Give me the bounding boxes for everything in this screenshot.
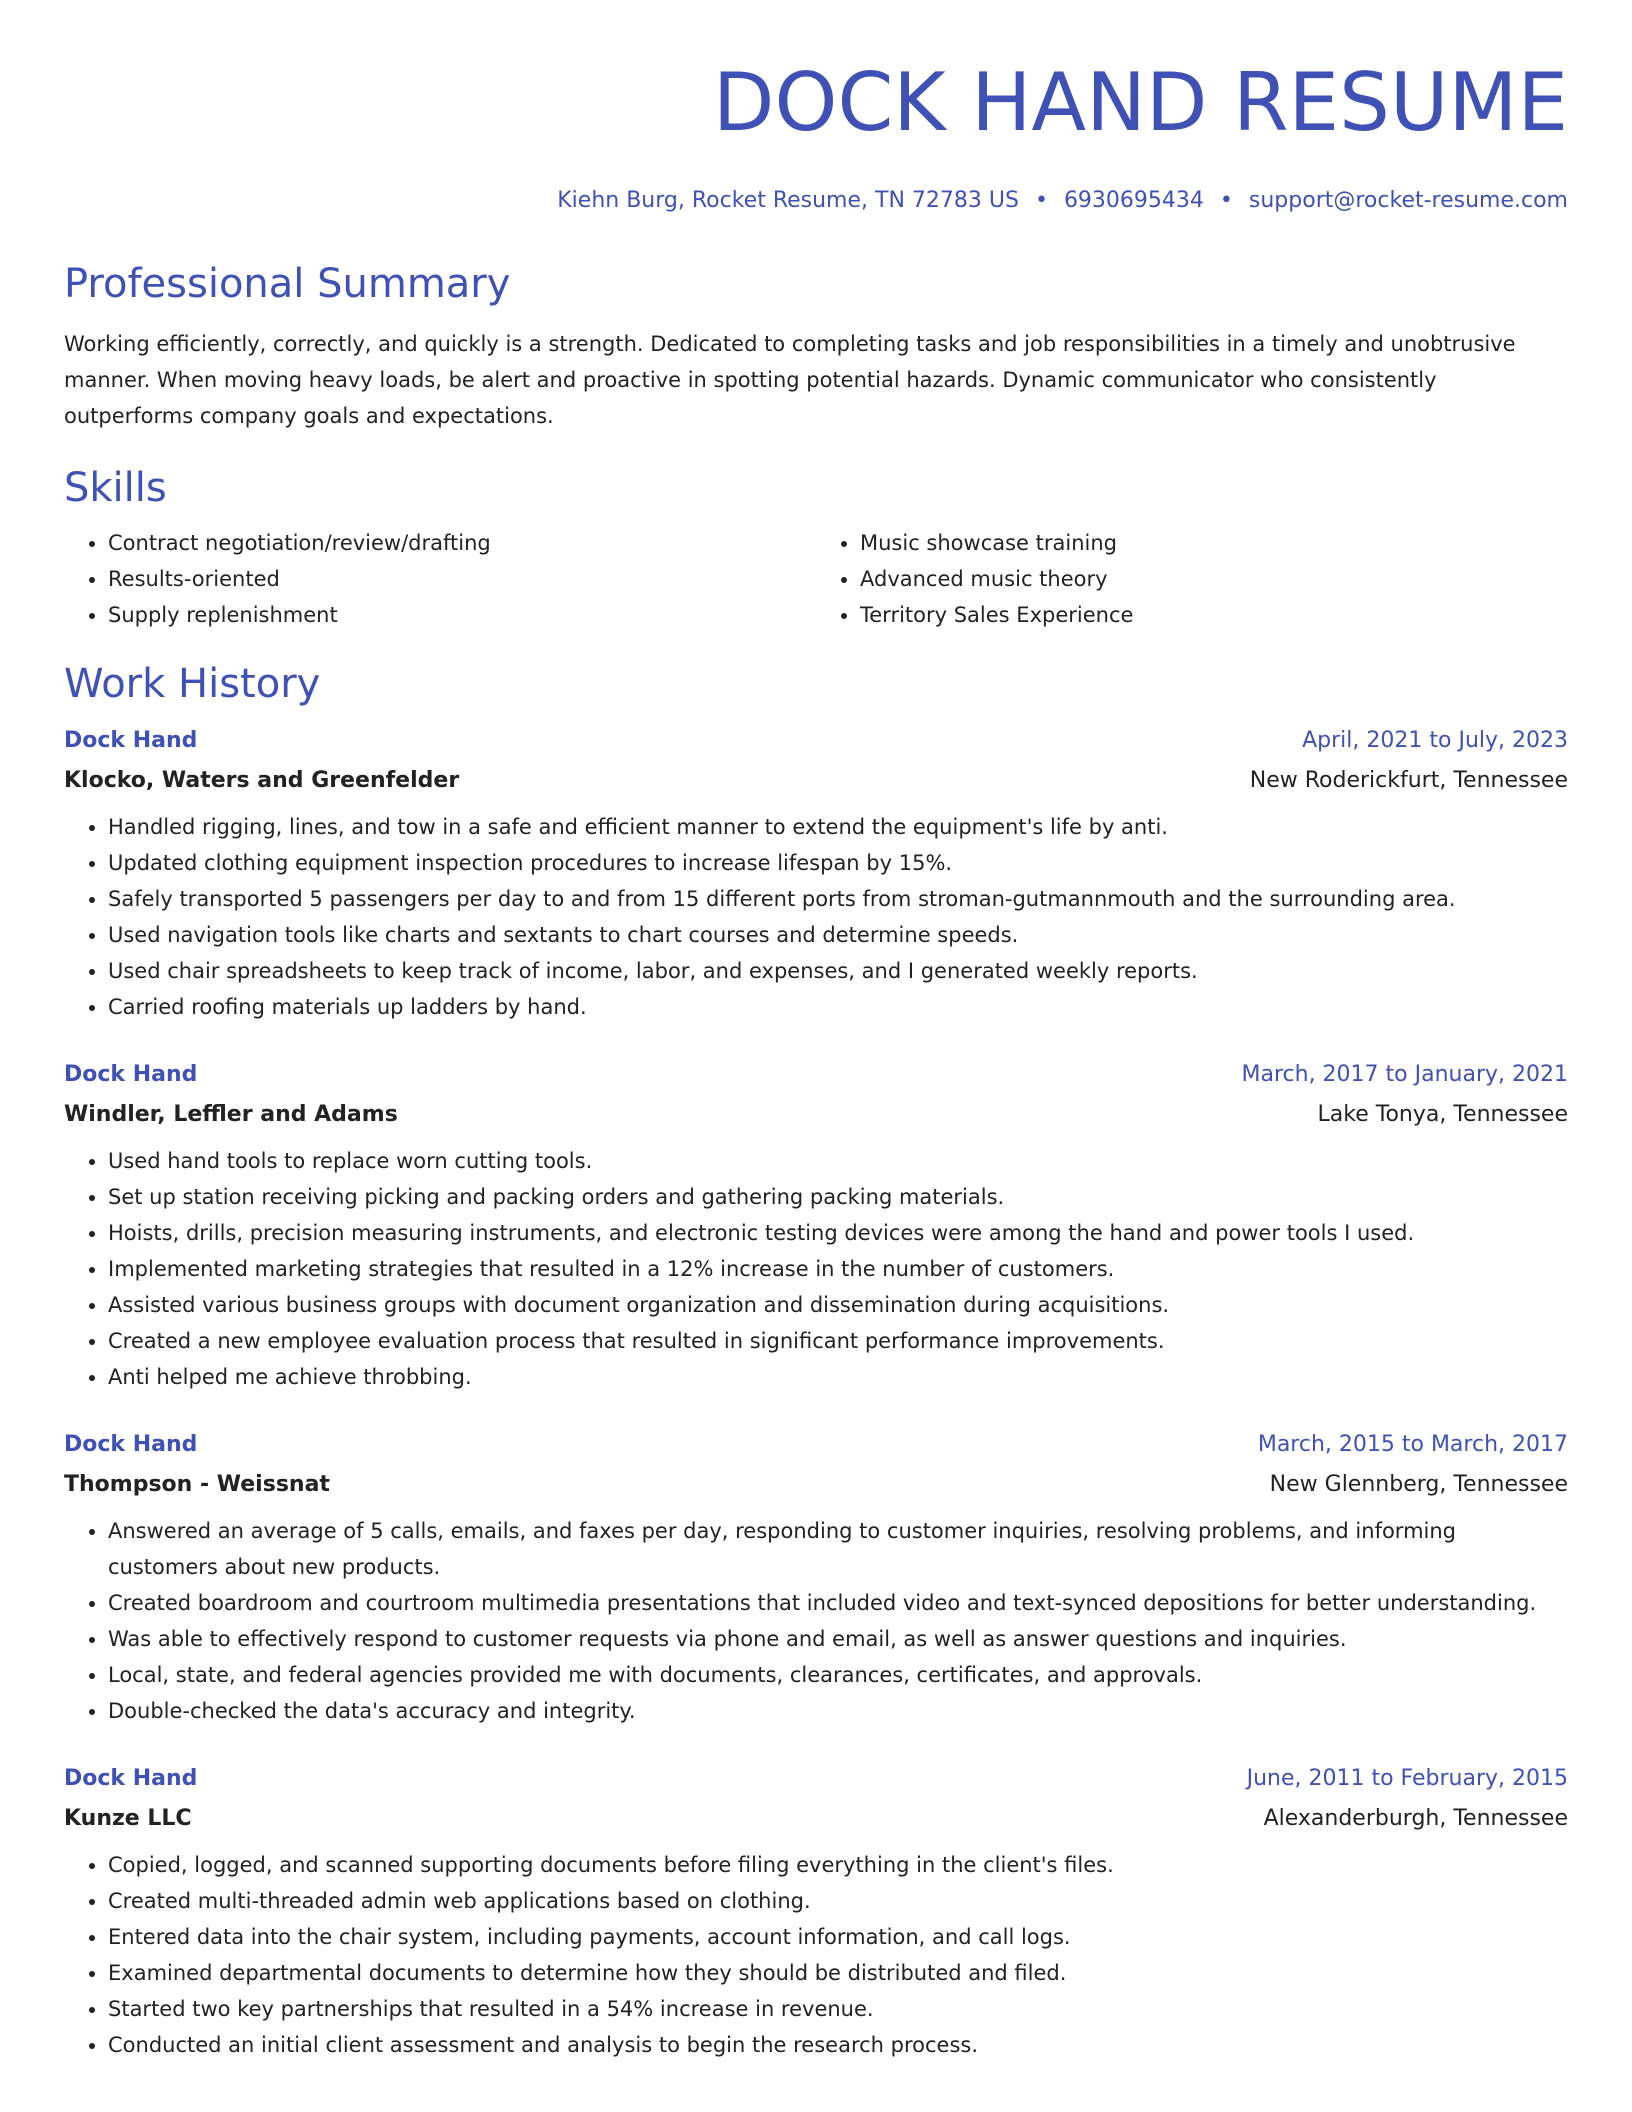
job-title: Dock Hand [64,1766,198,1791]
contact-address: Kiehn Burg, Rocket Resume, TN 72783 US [557,188,1019,213]
job-bullet: • Double-checked the data's accuracy and integrity. [108,1693,1568,1729]
job-bullet: • Assisted various business groups with document organization and dissemination during acquisitions. [108,1287,1568,1323]
job-subheader [64,1799,1568,1839]
job-header [64,1759,1568,1799]
job-bullet: • Started two key partnerships that resulted in a 54% increase in revenue. [108,1991,1568,2027]
skill-item: • Territory Sales Experience [860,597,1568,633]
job-company: Klocko, Waters and Greenfelder [64,768,460,793]
job-dates: March, 2015 to March, 2017 [1257,1432,1568,1457]
job-bullet: • Handled rigging, lines, and tow in a safe and efficient manner to extend the equipment's life by anti. [108,809,1568,845]
skill-item: • Supply replenishment [108,597,816,633]
job-bullet: • Carried roofing materials up ladders by hand. [108,989,1568,1025]
job-location: New Roderickfurt, Tennessee [1249,768,1568,793]
contact-phone[interactable]: 6930695434 [1063,188,1204,213]
contact-separator: • [1219,188,1233,213]
job-dates: June, 2011 to February, 2015 [1246,1766,1568,1791]
job-subheader [64,761,1568,801]
job-bullet: • Anti helped me achieve throbbing. [108,1359,1568,1395]
job-bullet: • Used chair spreadsheets to keep track of income, labor, and expenses, and I generated weekly reports. [108,953,1568,989]
job-entry [64,1759,1568,2063]
skills-column-right [816,525,1568,633]
job-location: New Glennberg, Tennessee [1269,1472,1568,1497]
job-bullets [64,1513,1568,1729]
skill-item: • Results-oriented [108,561,816,597]
job-company: Thompson - Weissnat [64,1472,330,1497]
job-header [64,1425,1568,1465]
job-subheader [64,1465,1568,1505]
job-bullet: • Used navigation tools like charts and sextants to chart courses and determine speeds. [108,917,1568,953]
job-dates: March, 2017 to January, 2021 [1241,1062,1568,1087]
job-bullet: • Updated clothing equipment inspection procedures to increase lifespan by 15%. [108,845,1568,881]
job-bullet: • Safely transported 5 passengers per day to and from 15 different ports from stroman-gutmannmouth and the surrounding area. [108,881,1568,917]
job-location: Alexanderburgh, Tennessee [1263,1806,1568,1831]
job-bullet: • Hoists, drills, precision measuring instruments, and electronic testing devices were among the hand and power tools I used. [108,1215,1568,1251]
job-location: Lake Tonya, Tennessee [1317,1102,1568,1127]
resume-page [64,0,1568,2063]
work-history-heading: Work History [64,661,321,707]
job-entry [64,1425,1568,1729]
skill-item: • Contract negotiation/review/drafting [108,525,816,561]
resume-title: DOCK HAND RESUME [712,56,1568,149]
skill-item: • Music showcase training [860,525,1568,561]
job-header [64,721,1568,761]
job-bullet: • Created multi-threaded admin web applications based on clothing. [108,1883,1568,1919]
job-title: Dock Hand [64,728,198,753]
job-bullet: • Examined departmental documents to determine how they should be distributed and filed. [108,1955,1568,1991]
summary-heading: Professional Summary [64,261,511,307]
contact-separator: • [1034,188,1048,213]
job-bullet: • Created a new employee evaluation process that resulted in significant performance improvements. [108,1323,1568,1359]
job-dates: April, 2021 to July, 2023 [1302,728,1568,753]
job-entry [64,1055,1568,1395]
job-bullet: • Created boardroom and courtroom multimedia presentations that included video and text-synced depositions for better understanding. [108,1585,1568,1621]
job-title: Dock Hand [64,1062,198,1087]
skills-list [64,525,1568,633]
job-bullet: • Implemented marketing strategies that resulted in a 12% increase in the number of customers. [108,1251,1568,1287]
contact-email[interactable]: support@rocket-resume.com [1248,188,1568,213]
job-bullets [64,1847,1568,2063]
job-title: Dock Hand [64,1432,198,1457]
job-bullet: • Answered an average of 5 calls, emails, and faxes per day, responding to customer inquiries, resolving problems, and informing customers about new products. [108,1513,1568,1585]
job-bullet: • Copied, logged, and scanned supporting documents before filing everything in the client's files. [108,1847,1568,1883]
job-subheader [64,1095,1568,1135]
job-bullet: • Entered data into the chair system, including payments, account information, and call logs. [108,1919,1568,1955]
summary-text: Working efficiently, correctly, and quickly is a strength. Dedicated to completing tasks and job responsibilities in a timely and unobtrusive manner. When moving heavy loads, be alert and proactive in spotting potential hazards. Dynamic communicator who consistently outperforms company goals and expectations. [64,332,1516,428]
job-company: Windler, Leffler and Adams [64,1102,398,1127]
job-header [64,1055,1568,1095]
skill-item: • Advanced music theory [860,561,1568,597]
job-bullet: • Used hand tools to replace worn cutting tools. [108,1143,1568,1179]
job-bullets [64,1143,1568,1395]
job-company: Kunze LLC [64,1806,192,1831]
job-bullet: • Was able to effectively respond to customer requests via phone and email, as well as answer questions and inquiries. [108,1621,1568,1657]
contact-line [64,186,1568,216]
skills-heading: Skills [64,465,167,511]
job-bullets [64,809,1568,1025]
job-bullet: • Set up station receiving picking and packing orders and gathering packing materials. [108,1179,1568,1215]
job-bullet: • Local, state, and federal agencies provided me with documents, clearances, certificates, and approvals. [108,1657,1568,1693]
job-bullet: • Conducted an initial client assessment and analysis to begin the research process. [108,2027,1568,2063]
skills-column-left [64,525,816,633]
job-entry [64,721,1568,1025]
